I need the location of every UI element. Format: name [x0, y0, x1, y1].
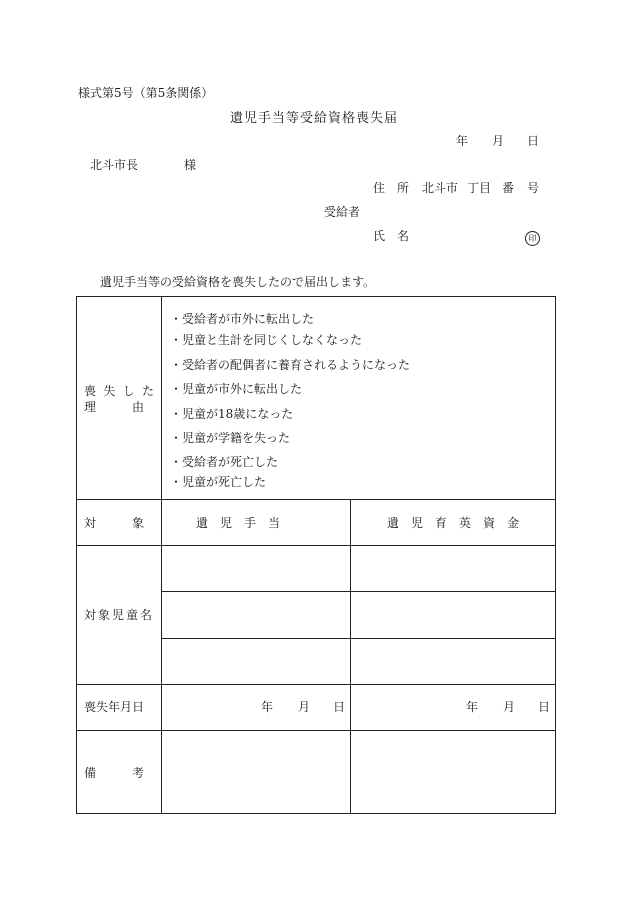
- loss-date-day: 日: [333, 700, 346, 714]
- row-divider: [76, 499, 556, 500]
- remarks-label: 備 考: [84, 766, 145, 780]
- date-year-label: 年: [456, 134, 469, 148]
- reason-item[interactable]: ・児童が死亡した: [170, 475, 267, 489]
- loss-date-year: 年: [466, 700, 479, 714]
- statement: 遺児手当等の受給資格を喪失したので届出します。: [100, 275, 376, 289]
- row-divider: [161, 638, 556, 639]
- col-header-allowance: 遺 児 手 当: [196, 516, 281, 530]
- reason-item[interactable]: ・児童が市外に転出した: [170, 382, 303, 396]
- date-month-label: 月: [492, 134, 505, 148]
- child-name-allowance-field-2[interactable]: [163, 593, 348, 637]
- address-go: 号: [527, 181, 540, 195]
- target-label: 対 象: [84, 516, 145, 530]
- loss-date-month: 月: [298, 700, 311, 714]
- seal-mark: 印: [525, 231, 540, 246]
- reason-item[interactable]: ・児童が学籍を失った: [170, 431, 291, 445]
- row-divider: [161, 591, 556, 592]
- row-divider: [76, 730, 556, 731]
- reason-item[interactable]: ・受給者の配偶者に養育されるようになった: [170, 358, 411, 372]
- loss-date-label: 喪失年月日: [84, 700, 145, 714]
- loss-date-month: 月: [503, 700, 516, 714]
- loss-date-day: 日: [538, 700, 551, 714]
- row-divider: [76, 684, 556, 685]
- child-name-scholarship-field-3[interactable]: [352, 640, 554, 683]
- remarks-scholarship-field[interactable]: [352, 732, 554, 812]
- reason-item[interactable]: ・受給者が市外に転出した: [170, 312, 315, 326]
- column-divider: [161, 296, 162, 814]
- column-divider: [350, 499, 351, 814]
- row-divider: [76, 545, 556, 546]
- loss-date-year: 年: [261, 700, 274, 714]
- address-city: 北斗市: [422, 181, 459, 195]
- child-name-scholarship-field-1[interactable]: [352, 547, 554, 590]
- date-day-label: 日: [527, 134, 540, 148]
- reason-item[interactable]: ・児童が18歳になった: [170, 407, 294, 421]
- address-label: 住 所: [373, 181, 410, 195]
- address-chome: 丁目: [467, 181, 492, 195]
- form-title: 遺児手当等受給資格喪失届: [230, 111, 399, 126]
- col-header-scholarship: 遺 児 育 英 資 金: [387, 516, 520, 530]
- child-name-allowance-field-1[interactable]: [163, 547, 348, 590]
- child-name-label: 対象児童名: [84, 608, 155, 622]
- form-number: 様式第5号（第5条関係）: [78, 86, 214, 100]
- remarks-allowance-field[interactable]: [163, 732, 348, 812]
- child-name-allowance-field-3[interactable]: [163, 640, 348, 683]
- name-label: 氏 名: [373, 229, 410, 243]
- reason-item[interactable]: ・児童と生計を同じくしなくなった: [170, 333, 363, 347]
- recipient-label: 受給者: [324, 205, 361, 219]
- child-name-scholarship-field-2[interactable]: [352, 593, 554, 637]
- reason-item[interactable]: ・受給者が死亡した: [170, 455, 279, 469]
- addressee: 北斗市長: [90, 158, 139, 172]
- reason-label-line2: 理 由: [84, 400, 145, 414]
- address-ban: 番: [502, 181, 515, 195]
- honorific: 様: [184, 158, 197, 172]
- reason-label-line1: 喪 失 し た: [84, 384, 154, 398]
